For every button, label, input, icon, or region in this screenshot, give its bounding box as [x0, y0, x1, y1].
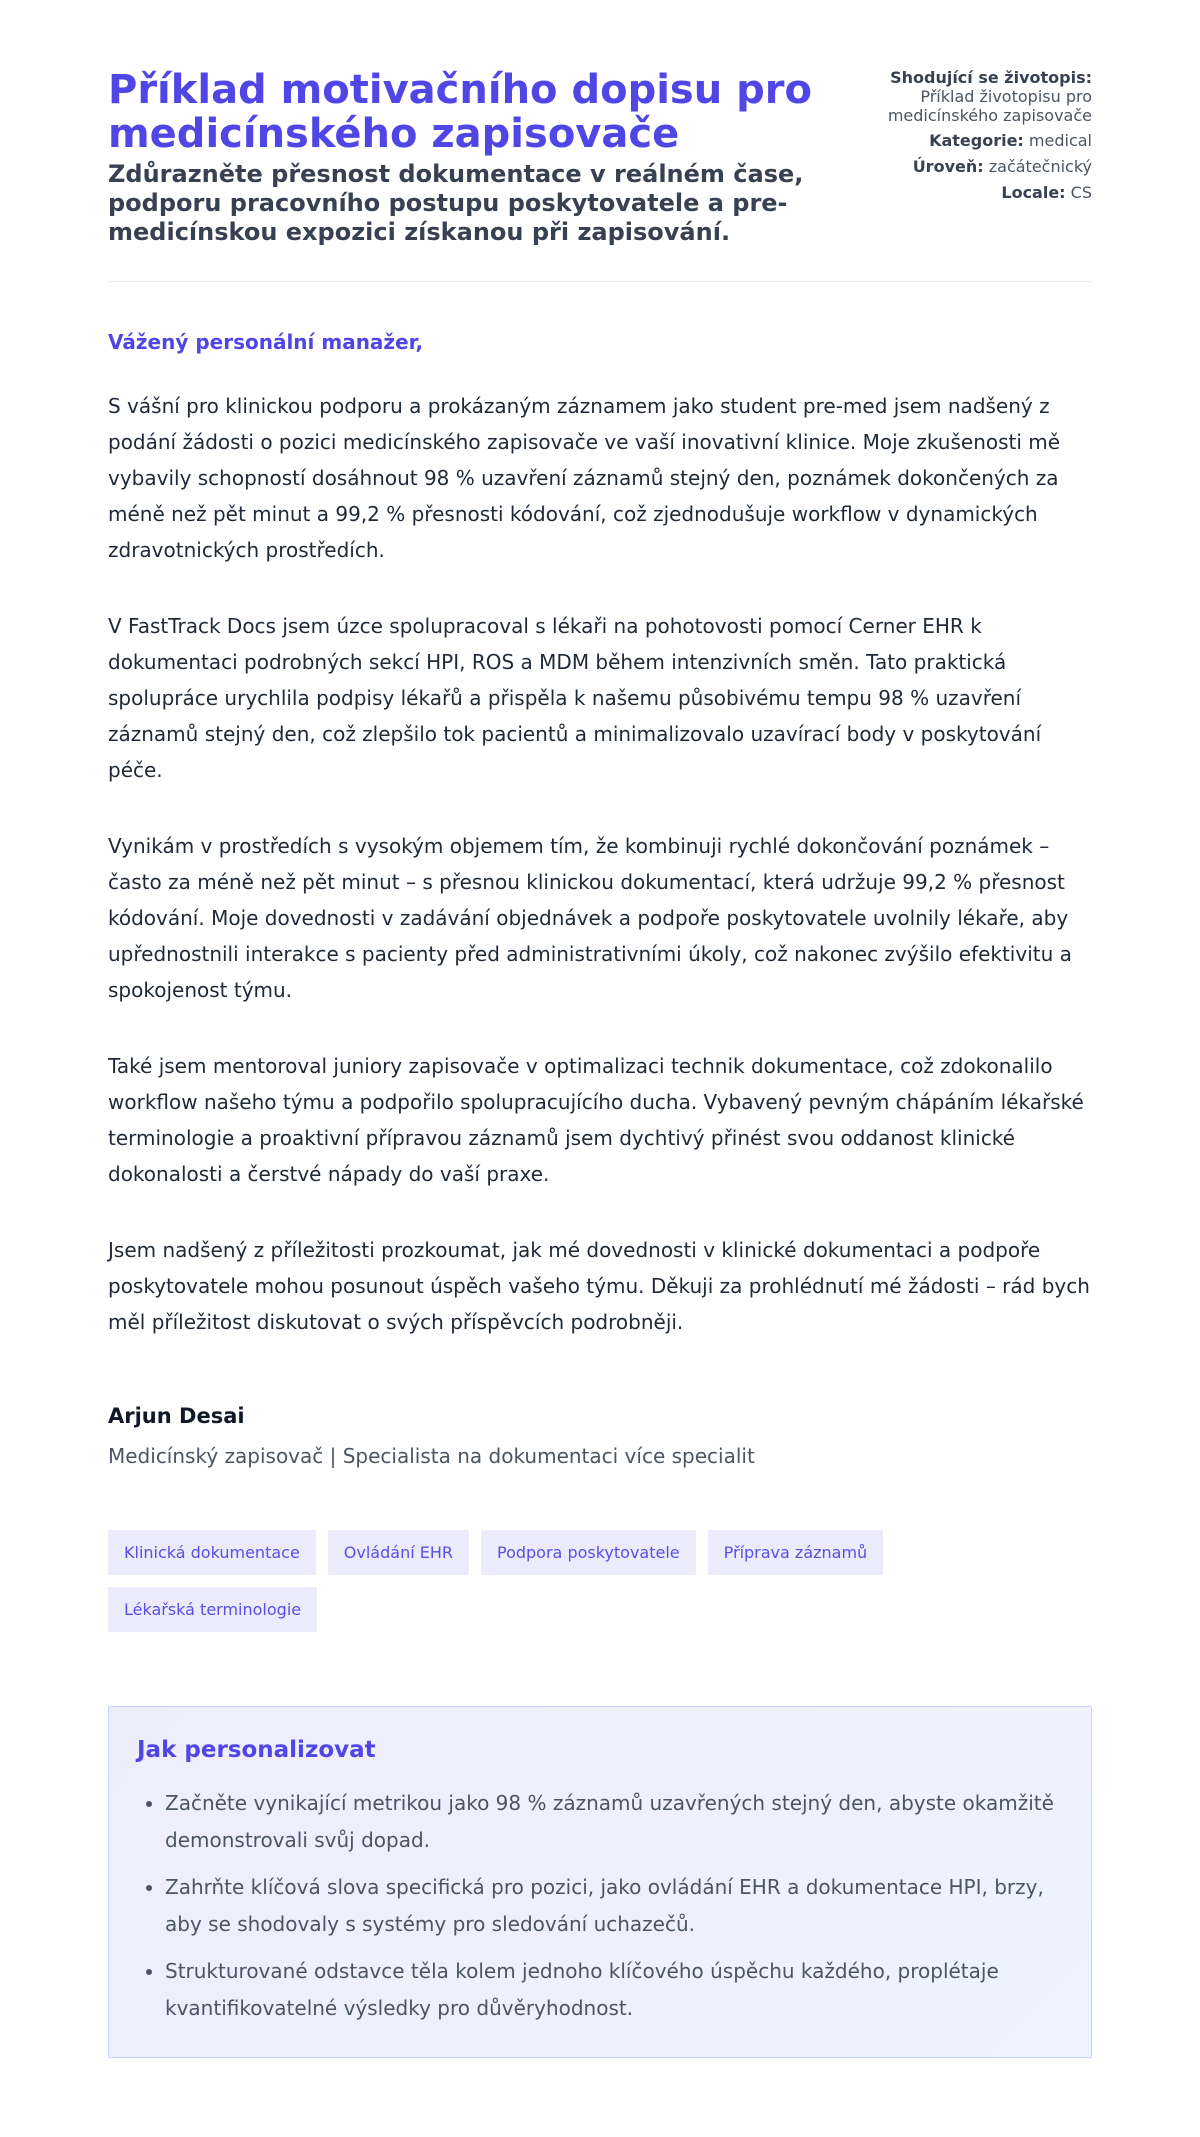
skill-tag[interactable]: Klinická dokumentace — [108, 1530, 316, 1575]
signature-role: Medicínský zapisovač | Specialista na dokumentaci více specialit — [108, 1444, 755, 1468]
signature-name: Arjun Desai — [108, 1404, 245, 1428]
meta-category-value: medical — [1028, 131, 1092, 150]
skill-tag[interactable]: Podpora poskytovatele — [481, 1530, 696, 1575]
tips-list — [137, 1785, 1061, 2027]
skill-tags — [108, 1530, 1008, 1632]
skill-tag[interactable]: Lékařská terminologie — [108, 1587, 317, 1632]
meta-category — [863, 131, 1092, 150]
page-title: Příklad motivačního dopisu pro medicínského zapisovače — [108, 67, 812, 157]
letter-paragraph-1: S vášní pro klinickou podporu a prokázaným záznamem jako student pre-med jsem nadšený z podání žádosti o pozici medicínského zapisovače ve vaší inovativní klinice. Moje zkušenosti mě vybavily schopností dosáhnout 98 % uzavření záznamů stejný den, poznámek dokončených za méně než pět minut a 99,2 % přesnosti kódování, což zjednodušuje workflow v dynamických zdravotnických prostředích. — [108, 394, 1061, 562]
meta-locale-label: Locale: — [1001, 183, 1066, 202]
meta-matching-resume-label: Shodující se životopis: — [890, 68, 1092, 87]
letter-paragraph-4: Také jsem mentoroval juniory zapisovače v optimalizaci technik dokumentace, což zdokonalilo workflow našeho týmu a podpořilo spolupracujícího ducha. Vybavený pevným chápáním lékařské terminologie a proaktivní přípravou záznamů jsem dychtivý přinést svou oddanost klinické dokonalosti a čerstvé nápady do vaší praxe. — [108, 1054, 1084, 1186]
meta-level — [863, 157, 1092, 176]
letter-greeting: Vážený personální manažer, — [108, 330, 424, 354]
page-subtitle: Zdůrazněte přesnost dokumentace v reálném čase, podporu pracovního postupu poskytovatele a pre-medicínskou expozici získanou při zapisování. — [108, 160, 804, 246]
letter-paragraph-5: Jsem nadšený z příležitosti prozkoumat, jak mé dovednosti v klinické dokumentaci a podpoře poskytovatele mohou posunout úspěch vašeho týmu. Děkuji za prohlédnutí mé žádosti – rád bych měl příležitost diskutovat o svých příspěvcích podrobněji. — [108, 1238, 1090, 1334]
meta-locale-value: CS — [1070, 183, 1092, 202]
letter-paragraph-3: Vynikám v prostředích s vysokým objemem tím, že kombinuji rychlé dokončování poznámek – často za méně než pět minut – s přesnou klinickou dokumentací, která udržuje 99,2 % přesnost kódování. Moje dovednosti v zadávání objednávek a podpoře poskytovatele uvolnily lékaře, aby upřednostnili interakce s pacienty před administrativními úkoly, což nakonec zvýšilo efektivitu a spokojenost týmu. — [108, 834, 1072, 1002]
meta-matching-resume-link[interactable]: Příklad životopisu pro medicínského zapisovače — [887, 87, 1092, 125]
skill-tag[interactable]: Příprava záznamů — [708, 1530, 884, 1575]
tip-item: • Zahrňte klíčová slova specifická pro pozici, jako ovládání EHR a dokumentace HPI, brzy, aby se shodovaly s systémy pro sledování uchazečů. — [165, 1869, 1061, 1943]
tip-item: • Začněte vynikající metrikou jako 98 % záznamů uzavřených stejný den, abyste okamžitě demonstrovali svůj dopad. — [165, 1785, 1061, 1859]
meta-locale — [863, 183, 1092, 202]
tip-item: • Strukturované odstavce těla kolem jednoho klíčového úspěchu každého, proplétaje kvantifikovatelné výsledky pro důvěryhodnost. — [165, 1953, 1061, 2027]
header — [108, 68, 1092, 282]
meta-category-label: Kategorie: — [929, 131, 1024, 150]
meta-panel — [863, 68, 1092, 209]
skill-tag[interactable]: Ovládání EHR — [328, 1530, 469, 1575]
meta-level-label: Úroveň: — [912, 157, 984, 176]
meta-level-value: začátečnický — [988, 157, 1092, 176]
meta-matching-resume — [863, 68, 1092, 125]
letter-paragraph-2: V FastTrack Docs jsem úzce spolupracoval s lékaři na pohotovosti pomocí Cerner EHR k dokumentaci podrobných sekcí HPI, ROS a MDM během intenzivních směn. Tato praktická spolupráce urychlila podpisy lékařů a přispěla k našemu působivému tempu 98 % uzavření záznamů stejný den, což zlepšilo tok pacientů a minimalizovalo uzavírací body v poskytování péče. — [108, 614, 1042, 782]
tips-title: Jak personalizovat — [137, 1737, 376, 1763]
header-left — [108, 68, 863, 247]
personalize-tips-box — [108, 1706, 1092, 2058]
letter-body — [108, 388, 1092, 1340]
